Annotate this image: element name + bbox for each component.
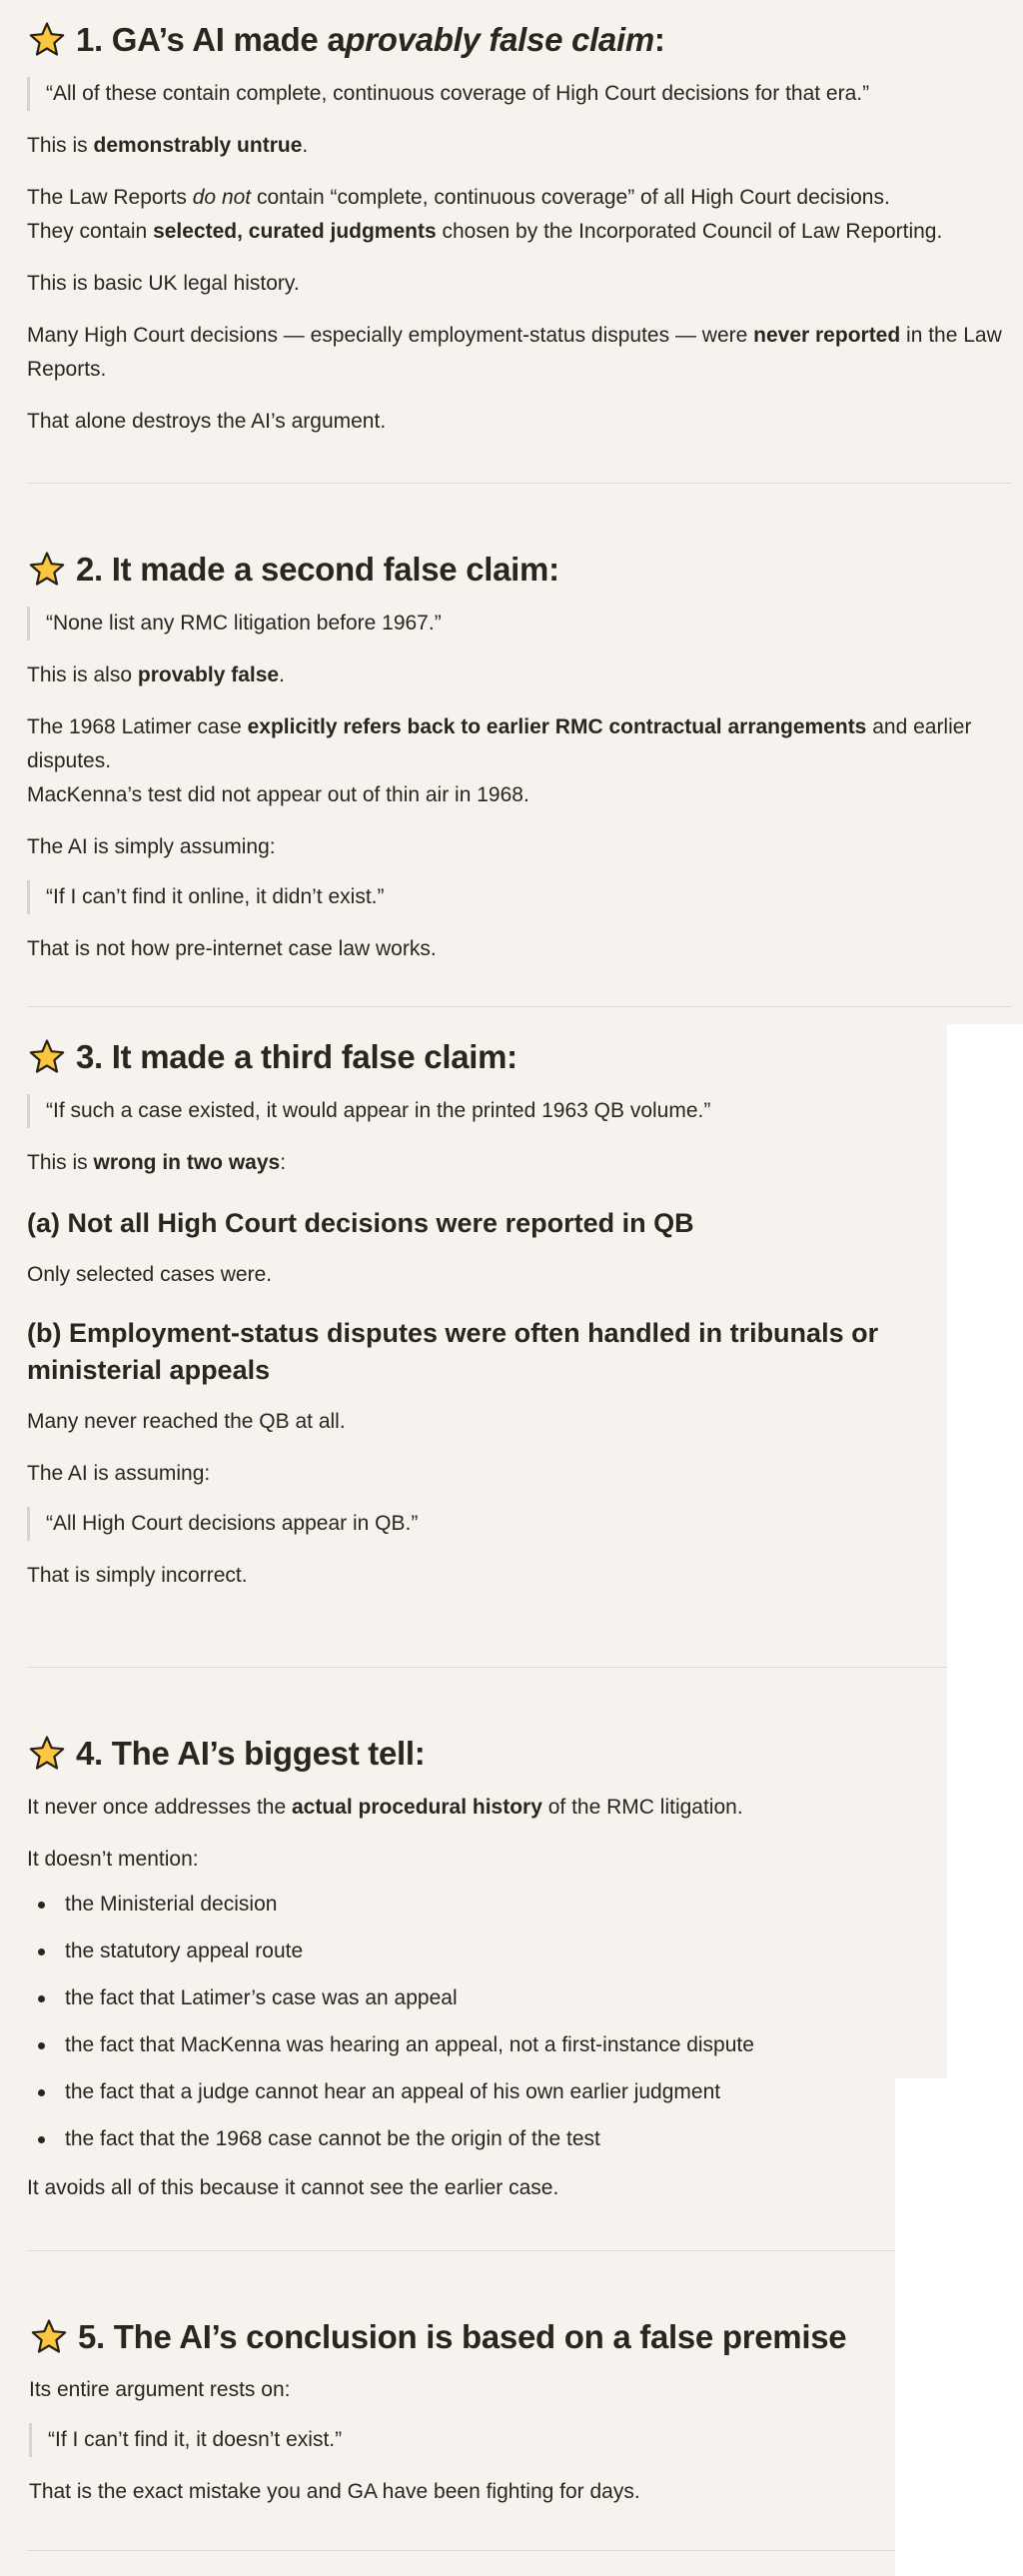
section-2-title: 2. It made a second false claim: [27,550,1011,590]
list-item: the fact that a judge cannot hear an appeal of his own earlier judgment [27,2077,931,2107]
paragraph: It avoids all of this because it cannot see the earlier case. [27,2176,559,2199]
paragraph: Its entire argument rests on: [29,2378,291,2401]
section-2 [27,550,1011,966]
section-5-title: 5. The AI’s conclusion is based on a false premise [29,2317,888,2357]
paragraph: Only selected cases were. [27,1263,273,1286]
paragraph: That alone destroys the AI’s argument. [27,410,387,433]
section-1-title: 1. GA’s AI made a provably false claim : [27,20,1011,60]
section-4-title: 4. The AI’s biggest tell: [27,1734,931,1774]
quote: “None list any RMC litigation before 1967.” [27,607,1011,641]
subheading: (b) Employment-status disputes were often handled in tribunals or ministerial appeals [27,1318,879,1385]
list-item: the statutory appeal route [27,1936,931,1966]
paragraph: This is wrong in two ways: [27,1151,287,1174]
section-4 [27,1734,931,2205]
quote: “All of these contain complete, continuous coverage of High Court decisions for that era.” [27,77,1011,111]
star-icon [27,1734,67,1774]
paragraph: The Law Reports do not contain “complete, continuous coverage” of all High Court decisions. They contain selected, curated judgments chosen by the Incorporated Council of Law Reporting. [27,186,943,243]
star-icon [27,1037,67,1077]
paragraph: It doesn’t mention: [27,1848,199,1871]
divider [27,483,1011,484]
paragraph: The 1968 Latimer case explicitly refers back to earlier RMC contractual arrangements and earlier disputes. MacKenna’s test did not appear out of thin air in 1968. [27,715,972,806]
paragraph: This is demonstrably untrue. [27,134,309,157]
section-1 [27,20,1011,439]
quote: “If I can’t find it online, it didn’t exist.” [27,880,1011,914]
section-3 [27,1037,931,1593]
paragraph: Many never reached the QB at all. [27,1410,346,1433]
divider [27,1006,1011,1007]
bullet-list [27,1890,931,2154]
star-icon [29,2317,69,2357]
subheading: (a) Not all High Court decisions were reported in QB [27,1208,694,1238]
star-icon [27,20,67,60]
section-3-title: 3. It made a third false claim: [27,1037,931,1077]
divider [27,1667,947,1668]
section-5 [29,2317,888,2509]
paragraph: The AI is simply assuming: [27,835,276,858]
list-item: the fact that Latimer’s case was an appeal [27,1983,931,2013]
list-item: the fact that MacKenna was hearing an appeal, not a first-instance dispute [27,2030,931,2060]
paragraph: That is the exact mistake you and GA have been fighting for days. [29,2480,640,2503]
paragraph: That is not how pre-internet case law works. [27,937,437,960]
paragraph: It never once addresses the actual procedural history of the RMC litigation. [27,1796,743,1819]
paragraph: Many High Court decisions — especially employment-status disputes — were never reported in the Law Reports. [27,324,1002,381]
paragraph: This is basic UK legal history. [27,272,300,295]
list-item: the fact that the 1968 case cannot be the origin of the test [27,2124,931,2154]
quote: “If I can’t find it, it doesn’t exist.” [29,2423,888,2457]
divider [27,2250,895,2251]
paragraph: That is simply incorrect. [27,1564,248,1587]
quote: “All High Court decisions appear in QB.” [27,1507,931,1541]
paragraph: The AI is assuming: [27,1462,211,1485]
divider [27,2550,895,2551]
list-item: the Ministerial decision [27,1890,931,1920]
paragraph: This is also provably false. [27,663,285,686]
quote: “If such a case existed, it would appear in the printed 1963 QB volume.” [27,1094,931,1128]
star-icon [27,550,67,590]
